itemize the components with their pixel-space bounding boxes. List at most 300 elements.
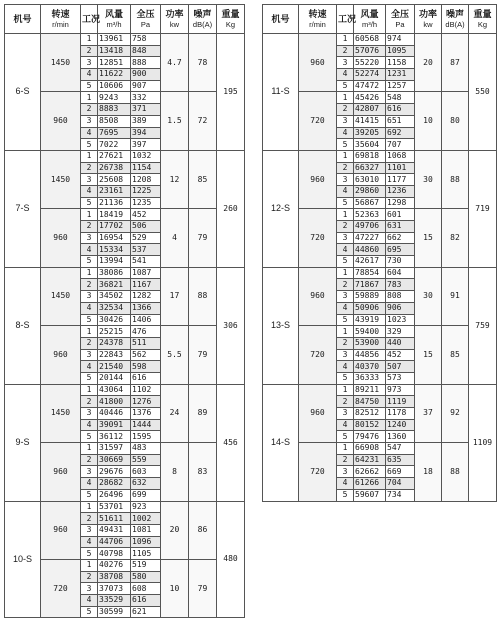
col-header-noise: 噪声 dB(A) <box>189 5 217 34</box>
flow-cell: 51611 <box>98 513 131 525</box>
table-row <box>5 559 245 571</box>
col-header-noise: 噪声 dB(A) <box>442 5 469 34</box>
pressure-cell: 483 <box>131 443 161 455</box>
pressure-cell: 1023 <box>386 314 415 326</box>
pressure-cell: 452 <box>386 349 415 361</box>
flow-cell: 36112 <box>98 431 131 443</box>
noise-cell: 92 <box>442 384 469 442</box>
col-header-condition: 工况 <box>81 5 98 34</box>
pressure-cell: 541 <box>131 256 161 268</box>
flow-cell: 62662 <box>354 466 386 478</box>
flow-cell: 82512 <box>354 408 386 420</box>
condition-cell: 4 <box>81 69 98 81</box>
pressure-cell: 603 <box>131 466 161 478</box>
weight-cell: 759 <box>469 267 497 384</box>
condition-cell: 2 <box>337 45 354 57</box>
power-cell: 5.5 <box>161 326 189 384</box>
flow-cell: 7022 <box>98 139 131 151</box>
speed-cell: 960 <box>41 209 81 267</box>
condition-cell: 4 <box>337 478 354 490</box>
pressure-cell: 332 <box>131 92 161 104</box>
condition-cell: 2 <box>337 396 354 408</box>
condition-cell: 2 <box>81 104 98 116</box>
speed-cell: 960 <box>299 34 337 92</box>
pressure-cell: 329 <box>386 326 415 338</box>
pressure-cell: 1095 <box>386 45 415 57</box>
pressure-cell: 1081 <box>131 524 161 536</box>
col-header-pressure: 全压 Pa <box>386 5 415 34</box>
table-row <box>263 209 497 221</box>
pressure-cell: 1376 <box>131 408 161 420</box>
flow-cell: 20144 <box>98 372 131 384</box>
flow-cell: 44860 <box>354 244 386 256</box>
flow-cell: 9243 <box>98 92 131 104</box>
condition-cell: 1 <box>81 559 98 571</box>
condition-cell: 5 <box>81 314 98 326</box>
pressure-cell: 669 <box>386 466 415 478</box>
flow-cell: 40370 <box>354 361 386 373</box>
flow-cell: 27621 <box>98 150 131 162</box>
pressure-cell: 621 <box>131 606 161 618</box>
pressure-cell: 888 <box>131 57 161 69</box>
pressure-cell: 389 <box>131 115 161 127</box>
noise-cell: 88 <box>442 443 469 501</box>
condition-cell: 2 <box>337 337 354 349</box>
model-cell: 12-S <box>263 150 299 267</box>
condition-cell: 1 <box>81 92 98 104</box>
table-row <box>5 92 245 104</box>
flow-cell: 34502 <box>98 291 131 303</box>
table-row <box>263 443 497 455</box>
pressure-cell: 604 <box>386 267 415 279</box>
condition-cell: 4 <box>337 127 354 139</box>
flow-cell: 61266 <box>354 478 386 490</box>
condition-cell: 2 <box>81 337 98 349</box>
noise-cell: 88 <box>442 150 469 208</box>
flow-cell: 50906 <box>354 302 386 314</box>
flow-cell: 66908 <box>354 443 386 455</box>
weight-cell: 1109 <box>469 384 497 501</box>
power-cell: 18 <box>415 443 442 501</box>
condition-cell: 4 <box>81 478 98 490</box>
condition-cell: 4 <box>337 361 354 373</box>
condition-cell: 3 <box>81 115 98 127</box>
condition-cell: 1 <box>81 150 98 162</box>
pressure-cell: 529 <box>131 232 161 244</box>
model-cell: 9-S <box>5 384 41 501</box>
pressure-cell: 1068 <box>386 150 415 162</box>
pressure-cell: 704 <box>386 478 415 490</box>
flow-cell: 64231 <box>354 454 386 466</box>
pressure-cell: 1158 <box>386 57 415 69</box>
flow-cell: 13961 <box>98 34 131 46</box>
table-row <box>5 443 245 455</box>
col-header-weight: 重量 Kg <box>217 5 245 34</box>
table-row <box>5 326 245 338</box>
condition-cell: 3 <box>81 349 98 361</box>
flow-cell: 7695 <box>98 127 131 139</box>
flow-cell: 29860 <box>354 185 386 197</box>
pressure-cell: 632 <box>131 478 161 490</box>
pressure-cell: 562 <box>131 349 161 361</box>
condition-cell: 4 <box>81 185 98 197</box>
flow-cell: 36821 <box>98 279 131 291</box>
pressure-cell: 635 <box>386 454 415 466</box>
pressure-cell: 507 <box>386 361 415 373</box>
noise-cell: 78 <box>189 34 217 92</box>
flow-cell: 18419 <box>98 209 131 221</box>
flow-cell: 12851 <box>98 57 131 69</box>
flow-cell: 25608 <box>98 174 131 186</box>
flow-cell: 40276 <box>98 559 131 571</box>
flow-cell: 59607 <box>354 489 386 501</box>
condition-cell: 4 <box>337 69 354 81</box>
weight-cell: 480 <box>217 501 245 618</box>
flow-cell: 30669 <box>98 454 131 466</box>
model-cell: 8-S <box>5 267 41 384</box>
weight-cell: 306 <box>217 267 245 384</box>
pressure-cell: 1167 <box>131 279 161 291</box>
condition-cell: 4 <box>337 185 354 197</box>
flow-cell: 8508 <box>98 115 131 127</box>
condition-cell: 3 <box>81 583 98 595</box>
pressure-cell: 506 <box>131 221 161 233</box>
pressure-cell: 758 <box>131 34 161 46</box>
condition-cell: 3 <box>81 408 98 420</box>
col-header-power: 功率 kw <box>161 5 189 34</box>
flow-cell: 45426 <box>354 92 386 104</box>
power-cell: 1.5 <box>161 92 189 150</box>
pressure-cell: 616 <box>131 595 161 607</box>
flow-cell: 10606 <box>98 80 131 92</box>
speed-cell: 960 <box>41 92 81 150</box>
speed-cell: 720 <box>299 209 337 267</box>
condition-cell: 3 <box>81 57 98 69</box>
flow-cell: 60568 <box>354 34 386 46</box>
flow-cell: 53900 <box>354 337 386 349</box>
condition-cell: 5 <box>81 431 98 443</box>
power-cell: 20 <box>161 501 189 559</box>
condition-cell: 2 <box>337 454 354 466</box>
condition-cell: 1 <box>337 209 354 221</box>
speed-cell: 720 <box>299 92 337 150</box>
pressure-cell: 547 <box>386 443 415 455</box>
pressure-cell: 808 <box>386 291 415 303</box>
condition-cell: 2 <box>337 162 354 174</box>
condition-cell: 5 <box>81 256 98 268</box>
pressure-cell: 695 <box>386 244 415 256</box>
model-cell: 14-S <box>263 384 299 501</box>
condition-cell: 2 <box>81 571 98 583</box>
power-cell: 30 <box>415 267 442 325</box>
condition-cell: 5 <box>337 431 354 443</box>
pressure-cell: 397 <box>131 139 161 151</box>
condition-cell: 3 <box>337 115 354 127</box>
condition-cell: 3 <box>81 524 98 536</box>
flow-cell: 47472 <box>354 80 386 92</box>
pressure-cell: 1595 <box>131 431 161 443</box>
condition-cell: 5 <box>337 372 354 384</box>
pressure-cell: 616 <box>131 372 161 384</box>
col-header-speed: 转速 r/min <box>41 5 81 34</box>
flow-cell: 40798 <box>98 548 131 560</box>
pressure-cell: 608 <box>131 583 161 595</box>
power-cell: 15 <box>415 326 442 384</box>
condition-cell: 5 <box>81 372 98 384</box>
speed-cell: 1450 <box>41 150 81 208</box>
pressure-cell: 1102 <box>131 384 161 396</box>
pressure-cell: 394 <box>131 127 161 139</box>
condition-cell: 5 <box>81 197 98 209</box>
power-cell: 24 <box>161 384 189 442</box>
flow-cell: 26738 <box>98 162 131 174</box>
model-cell: 6-S <box>5 34 41 151</box>
flow-cell: 30599 <box>98 606 131 618</box>
pressure-cell: 1154 <box>131 162 161 174</box>
header-row <box>263 5 497 34</box>
pressure-cell: 573 <box>386 372 415 384</box>
pressure-cell: 973 <box>386 384 415 396</box>
flow-cell: 44856 <box>354 349 386 361</box>
flow-cell: 31597 <box>98 443 131 455</box>
condition-cell: 2 <box>81 162 98 174</box>
condition-cell: 1 <box>337 34 354 46</box>
condition-cell: 1 <box>337 443 354 455</box>
pressure-cell: 1366 <box>131 302 161 314</box>
speed-cell: 960 <box>299 384 337 442</box>
condition-cell: 3 <box>81 232 98 244</box>
power-cell: 8 <box>161 443 189 501</box>
table-body-right <box>263 34 497 502</box>
flow-cell: 41800 <box>98 396 131 408</box>
condition-cell: 1 <box>81 443 98 455</box>
condition-cell: 5 <box>81 80 98 92</box>
noise-cell: 80 <box>442 92 469 150</box>
pressure-cell: 699 <box>131 489 161 501</box>
power-cell: 30 <box>415 150 442 208</box>
condition-cell: 3 <box>337 232 354 244</box>
table-row <box>263 384 497 396</box>
table-row <box>263 92 497 104</box>
condition-cell: 1 <box>81 267 98 279</box>
table-row <box>263 34 497 46</box>
table-row <box>5 384 245 396</box>
flow-cell: 26496 <box>98 489 131 501</box>
condition-cell: 1 <box>81 34 98 46</box>
pressure-cell: 1225 <box>131 185 161 197</box>
flow-cell: 78854 <box>354 267 386 279</box>
model-cell: 11-S <box>263 34 299 151</box>
col-header-speed: 转速 r/min <box>299 5 337 34</box>
pressure-cell: 1276 <box>131 396 161 408</box>
condition-cell: 3 <box>337 408 354 420</box>
weight-cell: 260 <box>217 150 245 267</box>
table-body-left <box>5 34 245 618</box>
flow-cell: 66327 <box>354 162 386 174</box>
table-row <box>263 150 497 162</box>
pressure-cell: 440 <box>386 337 415 349</box>
condition-cell: 1 <box>337 92 354 104</box>
flow-cell: 52274 <box>354 69 386 81</box>
table-row <box>5 34 245 46</box>
noise-cell: 88 <box>189 267 217 325</box>
condition-cell: 4 <box>81 302 98 314</box>
model-cell: 10-S <box>5 501 41 618</box>
pressure-cell: 707 <box>386 139 415 151</box>
speed-cell: 960 <box>41 501 81 559</box>
col-header-condition: 工况 <box>337 5 354 34</box>
table-row <box>263 267 497 279</box>
condition-cell: 5 <box>81 139 98 151</box>
condition-cell: 1 <box>81 384 98 396</box>
flow-cell: 69818 <box>354 150 386 162</box>
flow-cell: 30426 <box>98 314 131 326</box>
col-header-model: 机号 <box>5 5 41 34</box>
speed-cell: 960 <box>299 150 337 208</box>
noise-cell: 72 <box>189 92 217 150</box>
condition-cell: 2 <box>81 513 98 525</box>
col-header-weight: 重量 Kg <box>469 5 497 34</box>
noise-cell: 91 <box>442 267 469 325</box>
condition-cell: 3 <box>337 349 354 361</box>
pressure-cell: 1032 <box>131 150 161 162</box>
flow-cell: 11622 <box>98 69 131 81</box>
speed-cell: 960 <box>41 326 81 384</box>
condition-cell: 2 <box>81 454 98 466</box>
condition-cell: 3 <box>81 174 98 186</box>
condition-cell: 5 <box>337 139 354 151</box>
condition-cell: 5 <box>81 606 98 618</box>
condition-cell: 4 <box>81 536 98 548</box>
flow-cell: 52363 <box>354 209 386 221</box>
flow-cell: 79476 <box>354 431 386 443</box>
flow-cell: 13994 <box>98 256 131 268</box>
flow-cell: 15334 <box>98 244 131 256</box>
flow-cell: 57076 <box>354 45 386 57</box>
fan-performance-table-left <box>4 4 245 618</box>
flow-cell: 55220 <box>354 57 386 69</box>
pressure-cell: 662 <box>386 232 415 244</box>
condition-cell: 5 <box>337 197 354 209</box>
pressure-cell: 734 <box>386 489 415 501</box>
speed-cell: 1450 <box>41 34 81 92</box>
condition-cell: 4 <box>337 419 354 431</box>
col-header-model: 机号 <box>263 5 299 34</box>
flow-cell: 38708 <box>98 571 131 583</box>
flow-cell: 8883 <box>98 104 131 116</box>
condition-cell: 3 <box>337 174 354 186</box>
power-cell: 37 <box>415 384 442 442</box>
pressure-cell: 580 <box>131 571 161 583</box>
flow-cell: 39091 <box>98 419 131 431</box>
flow-cell: 13418 <box>98 45 131 57</box>
col-header-flow: 风量 m³/h <box>354 5 386 34</box>
pressure-cell: 476 <box>131 326 161 338</box>
speed-cell: 720 <box>299 443 337 501</box>
speed-cell: 960 <box>41 443 81 501</box>
pressure-cell: 371 <box>131 104 161 116</box>
pressure-cell: 1406 <box>131 314 161 326</box>
noise-cell: 82 <box>442 209 469 267</box>
pressure-cell: 1236 <box>386 185 415 197</box>
noise-cell: 85 <box>442 326 469 384</box>
pressure-cell: 511 <box>131 337 161 349</box>
weight-cell: 195 <box>217 34 245 151</box>
power-cell: 10 <box>415 92 442 150</box>
pressure-cell: 1257 <box>386 80 415 92</box>
flow-cell: 80152 <box>354 419 386 431</box>
flow-cell: 22843 <box>98 349 131 361</box>
model-cell: 13-S <box>263 267 299 384</box>
flow-cell: 41415 <box>354 115 386 127</box>
header-row <box>5 5 245 34</box>
flow-cell: 17702 <box>98 221 131 233</box>
table-row <box>5 209 245 221</box>
pressure-cell: 559 <box>131 454 161 466</box>
pressure-cell: 601 <box>386 209 415 221</box>
noise-cell: 79 <box>189 209 217 267</box>
condition-cell: 5 <box>81 548 98 560</box>
condition-cell: 3 <box>337 466 354 478</box>
pressure-cell: 548 <box>386 92 415 104</box>
speed-cell: 960 <box>299 267 337 325</box>
noise-cell: 86 <box>189 501 217 559</box>
flow-cell: 49431 <box>98 524 131 536</box>
pressure-cell: 1240 <box>386 419 415 431</box>
flow-cell: 43919 <box>354 314 386 326</box>
condition-cell: 1 <box>337 384 354 396</box>
col-header-power: 功率 kw <box>415 5 442 34</box>
pressure-cell: 1101 <box>386 162 415 174</box>
power-cell: 4 <box>161 209 189 267</box>
flow-cell: 71867 <box>354 279 386 291</box>
pressure-cell: 631 <box>386 221 415 233</box>
pressure-cell: 1119 <box>386 396 415 408</box>
flow-cell: 53701 <box>98 501 131 513</box>
pressure-cell: 923 <box>131 501 161 513</box>
power-cell: 20 <box>415 34 442 92</box>
pressure-cell: 1444 <box>131 419 161 431</box>
pressure-cell: 651 <box>386 115 415 127</box>
weight-cell: 550 <box>469 34 497 151</box>
col-header-pressure: 全压 Pa <box>131 5 161 34</box>
flow-cell: 21136 <box>98 197 131 209</box>
power-cell: 4.7 <box>161 34 189 92</box>
noise-cell: 85 <box>189 150 217 208</box>
pressure-cell: 1208 <box>131 174 161 186</box>
condition-cell: 2 <box>337 104 354 116</box>
flow-cell: 33529 <box>98 595 131 607</box>
flow-cell: 49706 <box>354 221 386 233</box>
pressure-cell: 1002 <box>131 513 161 525</box>
pressure-cell: 900 <box>131 69 161 81</box>
speed-cell: 720 <box>299 326 337 384</box>
pressure-cell: 1105 <box>131 548 161 560</box>
condition-cell: 1 <box>337 150 354 162</box>
condition-cell: 5 <box>337 256 354 268</box>
noise-cell: 79 <box>189 326 217 384</box>
condition-cell: 2 <box>81 279 98 291</box>
condition-cell: 2 <box>337 221 354 233</box>
pressure-cell: 1235 <box>131 197 161 209</box>
flow-cell: 38086 <box>98 267 131 279</box>
condition-cell: 4 <box>81 361 98 373</box>
flow-cell: 16954 <box>98 232 131 244</box>
flow-cell: 44706 <box>98 536 131 548</box>
condition-cell: 5 <box>337 489 354 501</box>
speed-cell: 1450 <box>41 267 81 325</box>
speed-cell: 720 <box>41 559 81 617</box>
